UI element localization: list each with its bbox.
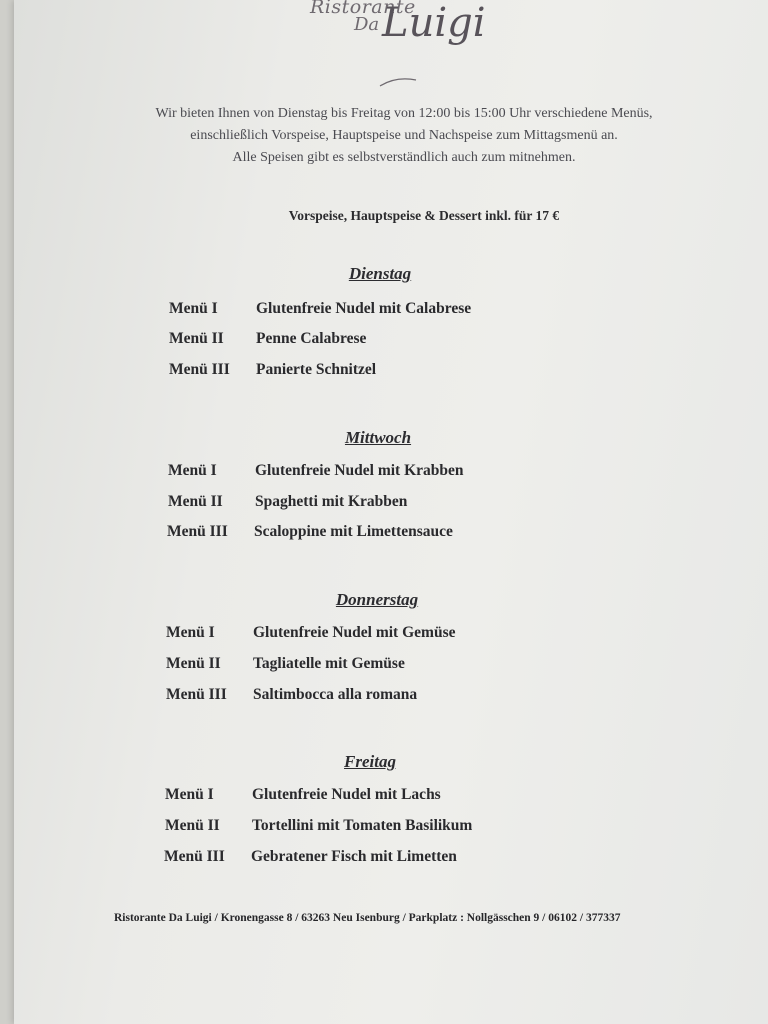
menu-dish: Spaghetti mit Krabben xyxy=(255,493,408,510)
intro-line-3: Alle Speisen gibt es selbstverständlich auch zum mitnehmen. xyxy=(232,150,576,165)
menu-label: Menü III xyxy=(164,848,225,865)
menu-label: Menü II xyxy=(165,817,220,834)
day-heading-donnerstag: Donnerstag xyxy=(335,590,419,609)
menu-label: Menü II xyxy=(169,330,224,347)
footer-address: Ristorante Da Luigi / Kronengasse 8 / 63263 Neu Isenburg / Parkplatz : Nollgässchen 9 / 06102 / 377337 xyxy=(114,912,621,924)
menu-label: Menü I xyxy=(168,462,217,479)
day-heading-mittwoch: Mittwoch xyxy=(344,428,412,447)
intro-line-1: Wir bieten Ihnen von Dienstag bis Freitag von 12:00 bis 15:00 Uhr verschiedene Menüs, xyxy=(155,106,653,121)
menu-dish: Penne Calabrese xyxy=(256,330,367,347)
menu-dish: Scaloppine mit Limettensauce xyxy=(254,523,453,540)
menu-label: Menü I xyxy=(166,624,215,641)
menu-label: Menü I xyxy=(165,786,214,803)
restaurant-logo xyxy=(304,0,484,86)
logo-text-da: Da xyxy=(354,14,380,35)
menu-label: Menü III xyxy=(169,361,230,378)
menu-dish: Glutenfreie Nudel mit Lachs xyxy=(252,786,441,803)
menu-dish: Tagliatelle mit Gemüse xyxy=(253,655,405,672)
logo-swash-icon xyxy=(304,0,484,88)
day-heading-freitag: Freitag xyxy=(344,752,396,771)
menu-label: Menü I xyxy=(169,300,218,317)
menu-dish: Gebratener Fisch mit Limetten xyxy=(251,848,457,865)
logo-text-luigi: Luigi xyxy=(382,0,486,46)
logo-text-ristorante: Ristorante xyxy=(310,0,416,18)
menu-dish: Saltimbocca alla romana xyxy=(253,686,418,703)
menu-dish: Tortellini mit Tomaten Basilikum xyxy=(252,817,473,834)
menu-dish: Panierte Schnitzel xyxy=(256,361,377,378)
menu-label: Menü II xyxy=(166,655,221,672)
menu-dish: Glutenfreie Nudel mit Gemüse xyxy=(253,624,456,641)
menu-dish: Glutenfreie Nudel mit Calabrese xyxy=(256,300,472,317)
day-heading-dienstag: Dienstag xyxy=(348,264,412,283)
intro-line-2: einschließlich Vorspeise, Hauptspeise und Nachspeise zum Mittagsmenü an. xyxy=(190,128,618,143)
menu-label: Menü III xyxy=(167,523,228,540)
price-line: Vorspeise, Hauptspeise & Dessert inkl. für 17 € xyxy=(288,208,560,223)
menu-dish: Glutenfreie Nudel mit Krabben xyxy=(255,462,464,479)
menu-sheet xyxy=(14,0,768,1024)
menu-label: Menü III xyxy=(166,686,227,703)
menu-label: Menü II xyxy=(168,493,223,510)
